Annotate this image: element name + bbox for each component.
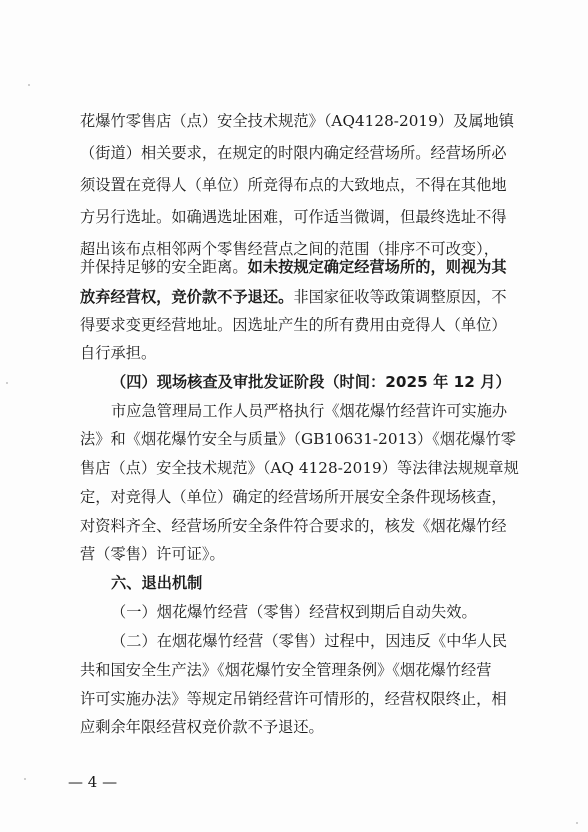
body-line: 超出该布点相邻两个零售经营点之间的范围（排序不可改变）， (80, 240, 500, 258)
body-line: （一）烟花爆竹经营（零售）经营权到期后自动失效。 (111, 603, 477, 621)
body-line: 对资料齐全、经营场所安全条件符合要求的，核发《烟花爆竹经 (80, 517, 507, 535)
body-line-mixed (80, 287, 507, 307)
body-line: 应剩余年限经营权竞价款不予退还。 (80, 718, 324, 736)
emphasis-text: 如未按规定确定经营场所的，则视为其 (247, 258, 507, 276)
body-line: 得要求变更经营地址。因选址产生的所有费用由竞得人（单位） (80, 316, 507, 334)
body-line: 自行承担。 (80, 344, 157, 362)
body-line: 定，对竞得人（单位）确定的经营场所开展安全条件现场核查， (80, 488, 507, 506)
page-number: — 4 — (68, 773, 118, 791)
body-line: （街道）相关要求，在规定的时限内确定经营场所。经营场所必 (80, 144, 507, 162)
body-line: 营（零售）许可证》。 (80, 545, 225, 563)
scan-speck (24, 778, 26, 780)
body-text: 非国家征收等政策调整原因，不 (293, 288, 507, 306)
body-line: （二）在烟花爆竹经营（零售）过程中，因违反《中华人民 (111, 632, 508, 650)
body-line: 法》和《烟花爆竹安全与质量》（GB10631-2013）《烟花爆竹零 (80, 430, 517, 448)
body-line: 许可实施办法》等规定吊销经营许可情形的，经营权限终止，相 (80, 690, 507, 708)
body-line: 共和国安全生产法》《烟花爆竹安全管理条例》《烟花爆竹经营 (80, 661, 492, 679)
body-line-mixed (80, 257, 507, 277)
scan-speck (576, 822, 578, 824)
body-line: 方另行选址。如确遇选址困难，可作适当微调，但最终选址不得 (80, 208, 507, 226)
body-line: 花爆竹零售店（点）安全技术规范》（AQ4128-2019）及属地镇 (80, 112, 515, 130)
body-line: 市应急管理局工作人员严格执行《烟花爆竹经营许可实施办 (111, 402, 508, 420)
section-title: （四）现场核查及审批发证阶段（时间：2025 年 12 月） (111, 373, 511, 391)
body-text: 并保持足够的安全距离。 (80, 258, 248, 276)
body-line: 须设置在竞得人（单位）所竞得布点的大致地点，不得在其他地 (80, 176, 507, 194)
emphasis-text: 放弃经营权，竞价款不予退还。 (80, 288, 294, 306)
section-heading: 六、退出机制 (111, 574, 203, 592)
scan-speck (28, 84, 30, 86)
scan-speck (6, 382, 8, 384)
body-line: 售店（点）安全技术规范》（AQ 4128-2019）等法律法规规章规 (80, 459, 519, 477)
